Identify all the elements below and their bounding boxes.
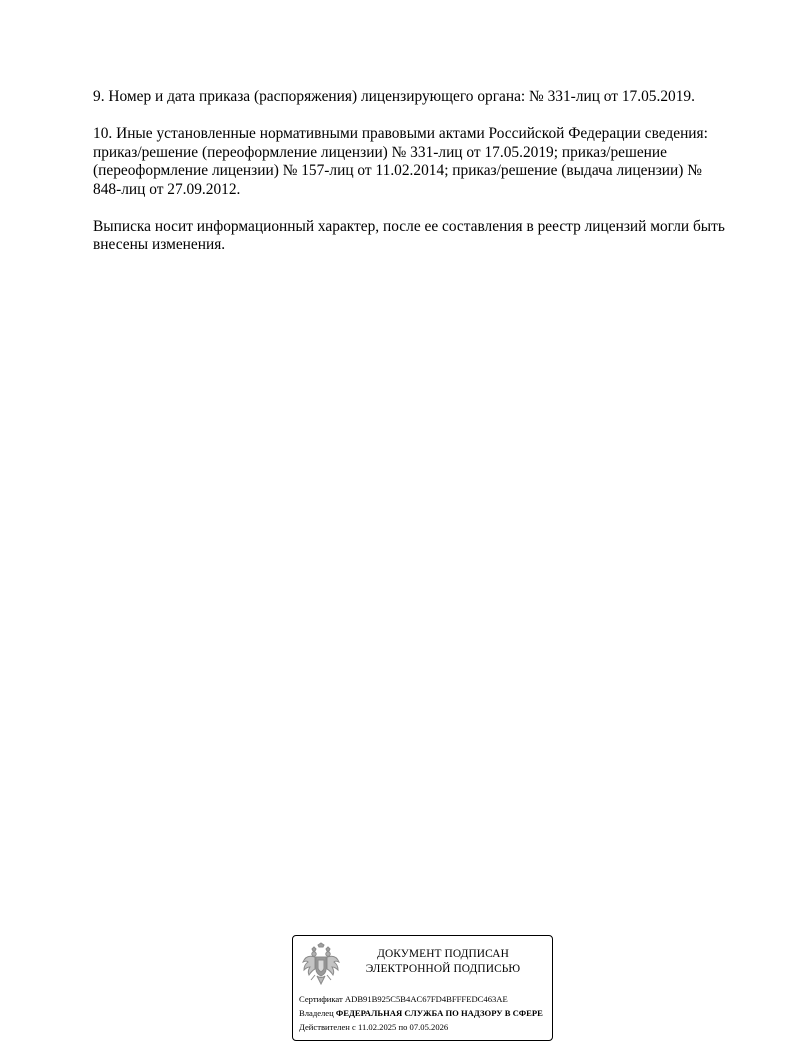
owner-value: ФЕДЕРАЛЬНАЯ СЛУЖБА ПО НАДЗОРУ В СФЕРЕ <box>335 1008 543 1018</box>
paragraph-line: Выписка носит информационный характер, после ее составления в реестр лицензий могли быть <box>93 217 725 235</box>
paragraph-order-number <box>93 88 753 107</box>
paragraph-line: 10. Иные установленные нормативными правовыми актами Российской Федерации сведения: <box>93 125 708 142</box>
paragraph-line: внесены изменения. <box>93 236 226 253</box>
double-headed-eagle-emblem-icon <box>301 942 341 986</box>
paragraph-line: (переоформление лицензии) № 157-лиц от 11.02.2014; приказ/решение (выдача лицензии) № <box>93 162 702 179</box>
paragraph-disclaimer <box>93 218 753 255</box>
paragraph-other-info <box>93 125 753 199</box>
certificate-value: ADB91B925C5B4AC67FD4BFFFEDC463AE <box>344 994 508 1004</box>
paragraph-text: 9. Номер и дата приказа (распоряжения) лицензирующего органа: № 331-лиц от 17.05.2019. <box>93 88 695 105</box>
electronic-signature-stamp <box>292 935 553 1041</box>
paragraph-line: 848-лиц от 27.09.2012. <box>93 180 241 198</box>
owner-label: Владелец <box>299 1008 334 1018</box>
stamp-title-line: ДОКУМЕНТ ПОДПИСАН <box>377 948 509 960</box>
paragraph-line: приказ/решение (переоформление лицензии) № 331-лиц от 17.05.2019; приказ/решение <box>93 143 667 161</box>
stamp-title <box>343 947 543 976</box>
stamp-validity <box>299 1022 448 1033</box>
document-body <box>93 88 753 273</box>
validity-text: Действителен с 11.02.2025 по 07.05.2026 <box>299 1022 449 1032</box>
certificate-label: Сертификат <box>299 994 343 1004</box>
stamp-owner <box>299 1008 543 1019</box>
stamp-certificate <box>299 994 508 1005</box>
stamp-title-line: ЭЛЕКТРОННОЙ ПОДПИСЬЮ <box>365 962 521 975</box>
